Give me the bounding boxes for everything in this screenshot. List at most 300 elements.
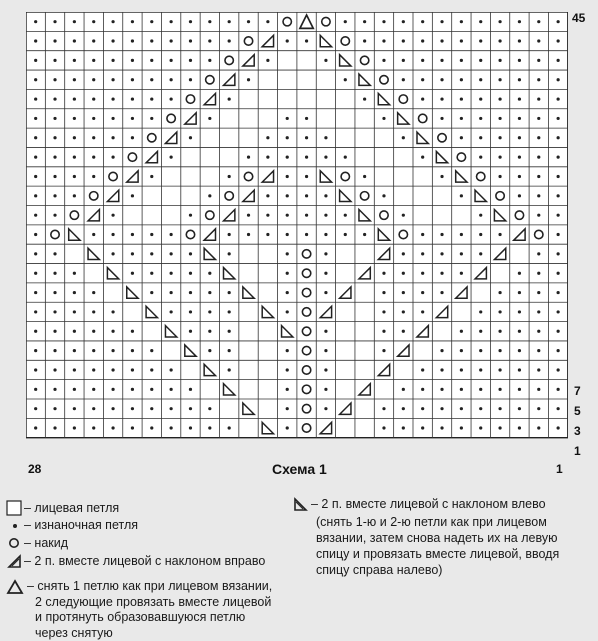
purl-dot [34,388,37,391]
purl-dot [34,407,37,410]
purl-dot [498,39,501,42]
sk2p-icon [6,579,24,595]
purl-dot [247,214,250,217]
purl-dot [131,39,134,42]
purl-dot [324,59,327,62]
purl-dot [460,194,463,197]
purl-dot [247,156,250,159]
purl-dot [421,156,424,159]
purl-dot [34,117,37,120]
purl-dot [73,78,76,81]
purl-dot [498,117,501,120]
purl-dot [382,291,385,294]
purl-dot [557,368,560,371]
purl-dot [498,330,501,333]
purl-dot [150,252,153,255]
purl-dot [479,136,482,139]
purl-dot [53,272,56,275]
purl-dot [150,78,153,81]
purl-dot [402,388,405,391]
purl-dot [537,97,540,100]
purl-dot [518,272,521,275]
purl-dot [421,252,424,255]
purl-dot [537,117,540,120]
purl-dot [557,407,560,410]
purl-dot [170,291,173,294]
purl-dot [189,310,192,313]
purl-dot [402,20,405,23]
purl-dot [170,156,173,159]
purl-dot [286,291,289,294]
purl-dot [53,175,56,178]
purl-dot [170,368,173,371]
purl-dot [498,310,501,313]
purl-dot [53,368,56,371]
purl-dot [479,78,482,81]
purl-dot [150,349,153,352]
purl-dot [247,20,250,23]
purl-dot [208,349,211,352]
purl-dot [53,117,56,120]
purl-dot [189,291,192,294]
purl-dot [53,39,56,42]
purl-dot [402,78,405,81]
purl-dot [92,426,95,429]
legend-yarn-over: – накид [24,536,69,550]
purl-dot [460,368,463,371]
purl-dot [537,310,540,313]
purl-dot [382,194,385,197]
purl-dot [518,20,521,23]
purl-dot [131,194,134,197]
purl-dot [53,136,56,139]
purl-dot [131,407,134,410]
purl-dot [324,156,327,159]
purl-dot [53,97,56,100]
purl-dot [131,20,134,23]
purl-dot [34,349,37,352]
purl-dot [557,310,560,313]
purl-dot [518,388,521,391]
purl-dot [344,233,347,236]
purl-dot [324,233,327,236]
purl-dot [228,310,231,313]
purl-dot [479,233,482,236]
purl-dot [498,97,501,100]
purl-dot [92,330,95,333]
purl-dot [111,117,114,120]
purl-dot [421,368,424,371]
purl-dot [460,330,463,333]
purl-dot [189,252,192,255]
purl-dot [131,233,134,236]
purl-dot [460,349,463,352]
purl-dot [557,39,560,42]
purl-dot [189,388,192,391]
purl-dot [286,272,289,275]
purl-dot [111,97,114,100]
purl-dot [53,310,56,313]
purl-dot [479,388,482,391]
purl-dot [518,291,521,294]
purl-dot [111,156,114,159]
purl-dot [402,426,405,429]
purl-dot [53,388,56,391]
purl-dot [228,233,231,236]
purl-dot [111,252,114,255]
knitting-chart [26,12,568,458]
purl-dot [170,59,173,62]
purl-dot [92,233,95,236]
purl-dot [170,97,173,100]
purl-dot [111,407,114,410]
purl-dot [286,252,289,255]
purl-dot [440,272,443,275]
purl-dot [34,233,37,236]
purl-dot [73,368,76,371]
purl-dot [421,78,424,81]
purl-dot [34,97,37,100]
purl-dot [73,349,76,352]
purl-dot [305,117,308,120]
purl-dot [498,59,501,62]
legend-sk2p-4: через снятую [35,626,113,640]
purl-dot [131,252,134,255]
purl-dot [286,426,289,429]
purl-dot [92,388,95,391]
purl-dot [363,175,366,178]
purl-dot [537,426,540,429]
purl-dot [150,39,153,42]
purl-dot [131,136,134,139]
purl-dot [557,214,560,217]
purl-dot [440,20,443,23]
purl-dot [557,136,560,139]
purl-dot [111,426,114,429]
purl-dot [537,20,540,23]
purl-dot [557,233,560,236]
purl-dot [440,426,443,429]
purl-dot [73,310,76,313]
purl-dot [131,78,134,81]
purl-dot [518,59,521,62]
purl-dot [286,407,289,410]
purl-dot [518,330,521,333]
legend-sk2p-2: 2 следующие провязать вместе лицевой [35,595,272,609]
purl-dot [557,78,560,81]
purl-dot [266,20,269,23]
purl-dot [170,233,173,236]
chart-title: Схема 1 [272,461,327,477]
purl-dot [344,214,347,217]
purl-dot [286,310,289,313]
purl-dot [382,39,385,42]
purl-dot [537,407,540,410]
purl-dot [344,156,347,159]
purl-dot [402,252,405,255]
ssk-left-icon [293,496,309,512]
purl-dot [537,39,540,42]
purl-dot [305,175,308,178]
purl-dot [170,78,173,81]
purl-dot [150,388,153,391]
purl-dot [111,78,114,81]
purl-dot [73,426,76,429]
purl-dot [34,136,37,139]
purl-dot [111,39,114,42]
purl-dot [305,214,308,217]
purl-dot [73,291,76,294]
purl-dot [421,407,424,410]
purl-dot [73,175,76,178]
row-number-5: 5 [574,404,581,418]
purl-dot [382,349,385,352]
purl-dot [286,136,289,139]
purl-dot [189,136,192,139]
purl-dot [170,310,173,313]
purl-dot [402,214,405,217]
purl-dot [73,156,76,159]
purl-dot [498,291,501,294]
purl-dot [518,368,521,371]
purl-dot [324,291,327,294]
purl-dot [34,59,37,62]
purl-dot [518,78,521,81]
purl-dot [53,156,56,159]
purl-dot [382,117,385,120]
purl-dot [266,136,269,139]
knit-stitch-icon [6,500,22,516]
purl-dot [324,136,327,139]
purl-dot [363,97,366,100]
purl-dot [421,291,424,294]
legend-sk2p-3: и протянуть образовавшуюся петлю [35,610,246,624]
purl-dot [131,349,134,352]
purl-dot [440,175,443,178]
purl-dot [460,117,463,120]
purl-dot [363,233,366,236]
purl-dot [247,233,250,236]
purl-dot [208,39,211,42]
purl-dot [421,310,424,313]
purl-dot [208,59,211,62]
purl-dot [440,252,443,255]
purl-dot [382,59,385,62]
purl-dot [266,233,269,236]
purl-dot [498,368,501,371]
purl-dot [34,291,37,294]
legend-knit: – лицевая петля [24,501,120,515]
purl-dot [150,291,153,294]
purl-dot [498,407,501,410]
purl-dot [92,156,95,159]
purl-dot [498,175,501,178]
purl-dot [479,252,482,255]
purl-dot [189,78,192,81]
purl-dot [73,20,76,23]
purl-dot [189,214,192,217]
purl-dot [228,252,231,255]
purl-dot [208,330,211,333]
purl-dot [53,407,56,410]
purl-dot [324,388,327,391]
purl-dot [111,368,114,371]
column-number-right: 1 [556,462,563,476]
purl-dot [111,233,114,236]
purl-dot [150,59,153,62]
purl-dot [170,426,173,429]
purl-dot [460,407,463,410]
legend-k2tog-right: – 2 п. вместе лицевой с наклоном вправо [24,554,266,568]
purl-dot [111,214,114,217]
purl-dot [440,39,443,42]
purl-dot [518,349,521,352]
purl-dot [150,97,153,100]
purl-dot [170,20,173,23]
purl-dot [479,156,482,159]
purl-dot [402,291,405,294]
purl-dot [479,407,482,410]
row-number-3: 3 [574,424,581,438]
purl-dot [460,426,463,429]
purl-dot [34,78,37,81]
purl-dot [189,59,192,62]
purl-dot [460,388,463,391]
purl-dot [557,272,560,275]
purl-dot [131,426,134,429]
purl-dot [479,20,482,23]
purl-dot [53,252,56,255]
purl-dot [189,39,192,42]
purl-dot [228,330,231,333]
purl-dot [92,291,95,294]
purl-dot [73,330,76,333]
purl-dot [557,175,560,178]
purl-dot [34,426,37,429]
purl-dot [111,310,114,313]
purl-dot [557,349,560,352]
purl-dot [92,175,95,178]
purl-dot [208,426,211,429]
purl-dot [286,39,289,42]
purl-dot [305,39,308,42]
purl-dot [537,368,540,371]
purl-dot [537,252,540,255]
purl-dot [111,330,114,333]
purl-dot [537,194,540,197]
purl-dot [150,426,153,429]
purl-dot [34,175,37,178]
row-number-top: 45 [572,11,586,25]
purl-dot [208,407,211,410]
purl-dot [189,426,192,429]
purl-dot [73,388,76,391]
purl-dot [286,233,289,236]
purl-dot [111,136,114,139]
purl-dot [208,291,211,294]
purl-dot [53,214,56,217]
purl-dot [421,233,424,236]
purl-dot [537,136,540,139]
k2tog-right-icon [6,553,22,569]
purl-dot [324,214,327,217]
purl-dot [382,330,385,333]
legend-ssk-left-3: вязании, затем снова надеть их на левую [316,531,558,545]
purl-dot [189,272,192,275]
purl-dot [150,368,153,371]
purl-dot [92,59,95,62]
purl-dot [208,117,211,120]
purl-dot [479,349,482,352]
purl-dot [150,233,153,236]
purl-dot [460,20,463,23]
purl-dot [324,252,327,255]
purl-dot [363,39,366,42]
purl-dot [557,291,560,294]
purl-dot [421,272,424,275]
legend-ssk-left-1: – 2 п. вместе лицевой с наклоном влево [311,497,546,511]
purl-dot [537,291,540,294]
purl-dot [402,407,405,410]
legend-sk2p-1: – снять 1 петлю как при лицевом вязании, [27,579,273,593]
purl-dot [111,388,114,391]
purl-dot [344,78,347,81]
purl-dot [460,59,463,62]
purl-dot [73,39,76,42]
purl-dot [537,388,540,391]
purl-dot [498,156,501,159]
purl-dot [498,20,501,23]
purl-dot [518,97,521,100]
purl-dot [518,194,521,197]
purl-dot [34,272,37,275]
purl-dot [382,310,385,313]
purl-dot [518,39,521,42]
purl-dot [479,426,482,429]
purl-dot [228,426,231,429]
purl-dot [286,156,289,159]
purl-dot [557,252,560,255]
purl-dot [34,156,37,159]
purl-dot [498,426,501,429]
purl-dot [228,291,231,294]
purl-dot [557,388,560,391]
purl-dot [53,78,56,81]
purl-dot [92,310,95,313]
purl-dot [479,59,482,62]
purl-dot [324,368,327,371]
purl-dot [92,349,95,352]
purl-dot [131,368,134,371]
purl-dot [382,407,385,410]
row-number-1: 1 [574,444,581,458]
purl-dot [34,310,37,313]
purl-dot [34,330,37,333]
purl-dot [286,214,289,217]
purl-dot [189,330,192,333]
purl-dot [518,175,521,178]
purl-dot [498,388,501,391]
purl-dot [440,97,443,100]
purl-dot [305,233,308,236]
purl-dot [440,233,443,236]
purl-dot [421,20,424,23]
purl-dot [131,117,134,120]
purl-dot [557,97,560,100]
purl-dot [170,252,173,255]
purl-dot [537,330,540,333]
purl-dot [247,78,250,81]
